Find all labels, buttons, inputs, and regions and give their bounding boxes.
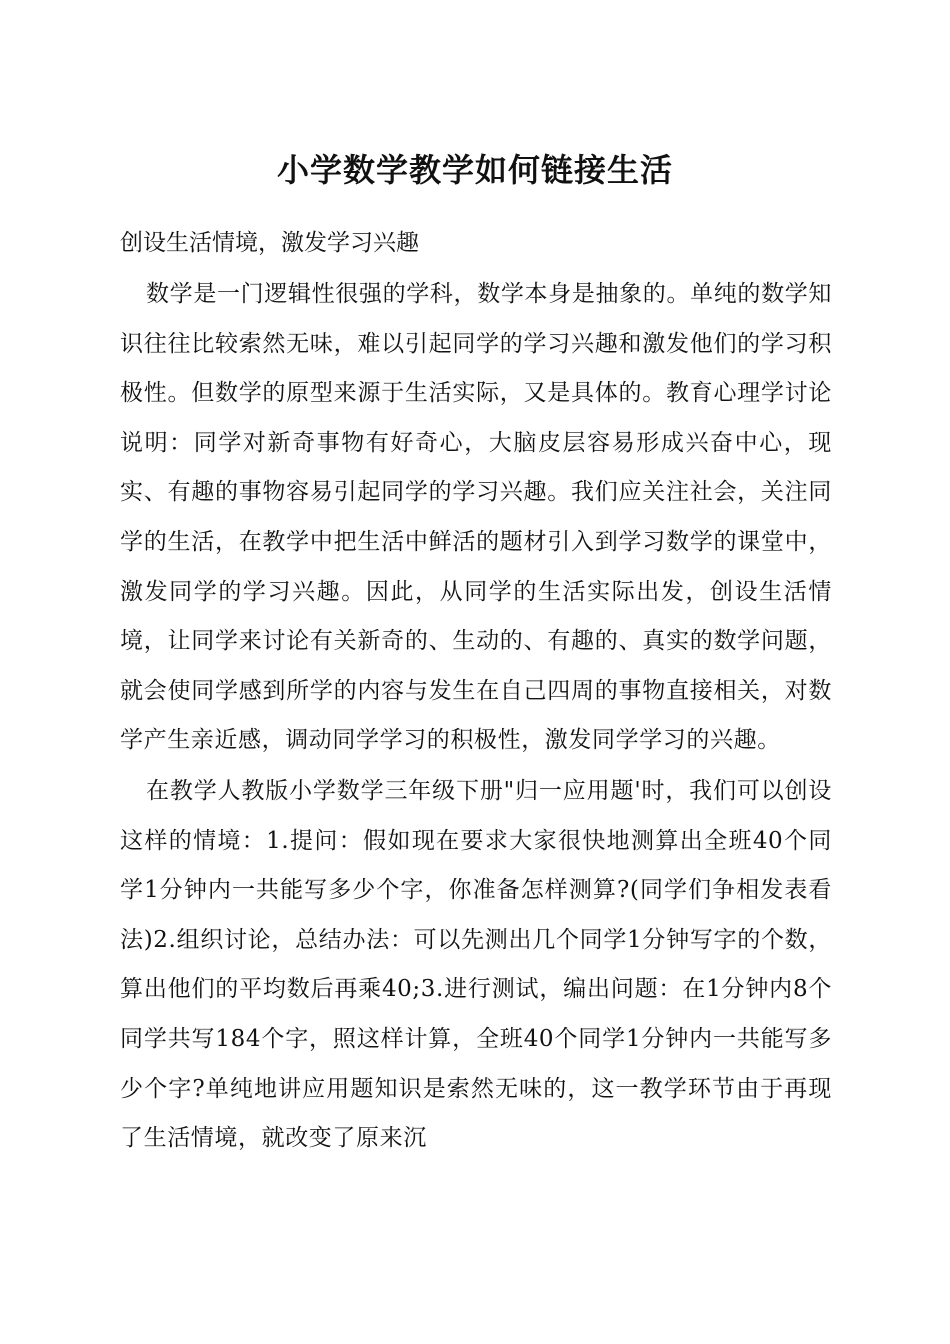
- body-paragraph-2: 在教学人教版小学数学三年级下册"归一应用题'时，我们可以创设这样的情境：1.提问：假如现在要求大家很快地测算出全班40个同学1分钟内一共能写多少个字，你准备怎样测算?(同学们争相发表看法)2.组织讨论，总结办法：可以先测出几个同学1分钟写字的个数，算出他们的平均数后再乘40;3.进行测试，编出问题：在1分钟内8个同学共写184个字，照这样计算，全班40个同学1分钟内一共能写多少个字?单纯地讲应用题知识是索然无味的，这一教学环节由于再现了生活情境，就改变了原来沉: [120, 777, 832, 1152]
- document-body: [120, 270, 832, 1164]
- section-heading: 创设生活情境，激发学习兴趣: [120, 230, 419, 256]
- document-title: 小学数学教学如何链接生活: [276, 151, 673, 189]
- body-paragraph-1: 数学是一门逻辑性很强的学科，数学本身是抽象的。单纯的数学知识往往比较索然无味，难以引起同学的学习兴趣和激发他们的学习积极性。但数学的原型来源于生活实际，又是具体的。教育心理学讨论说明：同学对新奇事物有好奇心，大脑皮层容易形成兴奋中心，现实、有趣的事物容易引起同学的学习兴趣。我们应关注社会，关注同学的生活，在教学中把生活中鲜活的题材引入到学习数学的课堂中，激发同学的学习兴趣。因此，从同学的生活实际出发，创设生活情境，让同学来讨论有关新奇的、生动的、有趣的、真实的数学问题，就会使同学感到所学的内容与发生在自己四周的事物直接相关，对数学产生亲近感，调动同学学习的积极性，激发同学学习的兴趣。: [120, 281, 832, 754]
